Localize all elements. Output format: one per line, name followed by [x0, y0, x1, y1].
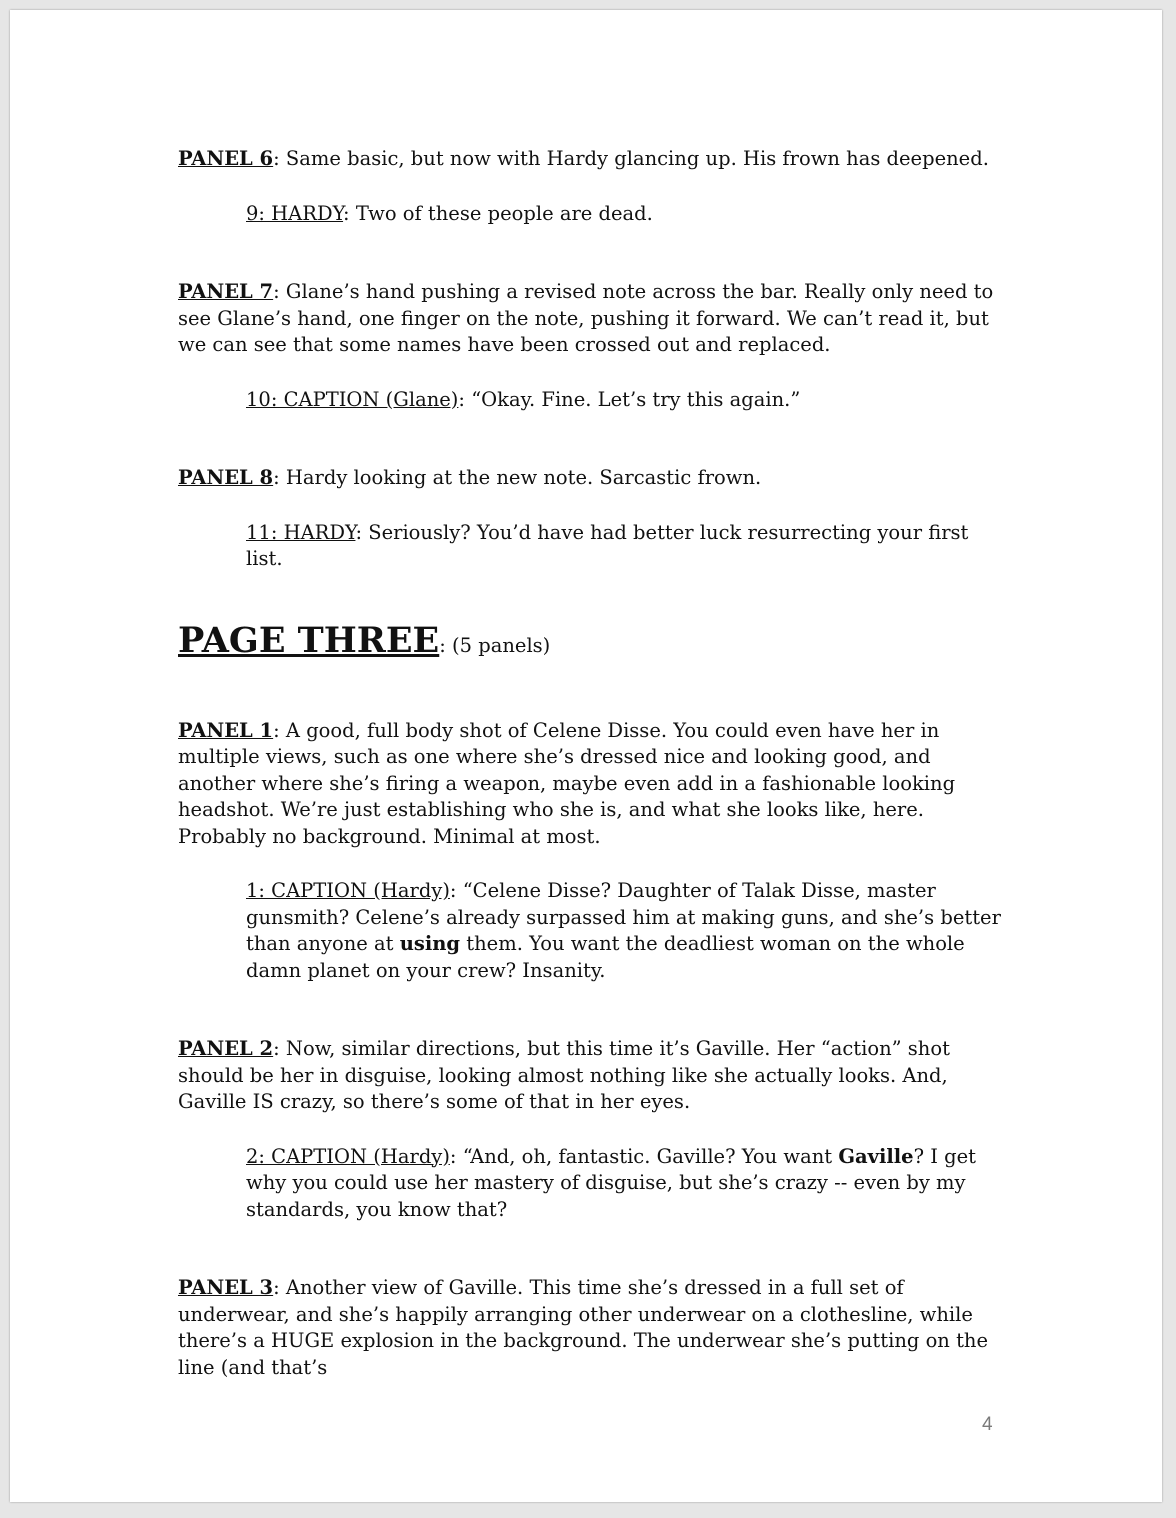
dialogue-text: : “And, oh, fantastic. Gaville? You want	[449, 1144, 839, 1168]
dialogue-text: ? I get why you could use her mastery of disguise, but she’s crazy -- even by my standards, you know that?	[246, 1144, 977, 1221]
dialogue-line	[246, 201, 1008, 228]
panel-text: : Glane’s hand pushing a revised note across the bar. Really only need to see Glane’s hand, one finger on the note, pushing it forward. We can’t read it, but we can see that some names have been crossed out and replaced.	[178, 280, 994, 356]
panel-description	[178, 279, 1008, 359]
panel-description	[178, 718, 1008, 851]
page-heading-title: PAGE THREE	[178, 619, 440, 661]
page-heading	[178, 619, 1008, 668]
panel-description	[178, 146, 1008, 173]
emphasized-word: Gaville	[838, 1144, 914, 1168]
dialogue-line	[246, 878, 1008, 984]
dialogue-label: 1: CAPTION (Hardy)	[246, 879, 450, 902]
panel-label: PANEL 1	[178, 718, 274, 742]
dialogue-text: : Two of these people are dead.	[343, 201, 653, 225]
dialogue-text: them. You want the deadliest woman on the whole damn planet on your crew? Insanity.	[246, 932, 965, 982]
panel-text: : Now, similar directions, but this time it’s Gaville. Her “action” shot should be her in disguise, looking almost nothing like she actually looks. And, Gaville IS crazy, so there’s some of that in her eyes.	[178, 1037, 950, 1113]
dialogue-label: 11: HARDY	[246, 520, 356, 544]
panel-description	[178, 465, 1008, 492]
panel-description	[178, 1036, 1008, 1116]
document-page	[10, 10, 1162, 1502]
panel-label: PANEL 2	[178, 1037, 274, 1060]
dialogue-text: : “Celene Disse? Daughter of Talak Disse, master gunsmith? Celene’s already surpassed him at making guns, and she’s better than anyone at	[246, 879, 1001, 955]
emphasized-word: using	[399, 932, 461, 955]
panel-label: PANEL 3	[178, 1276, 274, 1299]
dialogue-text: : “Okay. Fine. Let’s try this again.”	[458, 387, 801, 411]
panel-text: : Hardy looking at the new note. Sarcastic frown.	[273, 466, 762, 489]
panel-label: PANEL 6	[178, 147, 274, 170]
dialogue-line	[246, 520, 1008, 573]
panel-label: PANEL 8	[178, 466, 274, 489]
dialogue-line	[246, 1144, 1008, 1224]
page-heading-subtitle: : (5 panels)	[439, 633, 551, 657]
dialogue-line	[246, 387, 1008, 414]
dialogue-label: 2: CAPTION (Hardy)	[246, 1144, 450, 1168]
dialogue-text: : Seriously? You’d have had better luck resurrecting your first list.	[246, 520, 969, 570]
panel-description	[178, 1275, 1008, 1381]
dialogue-label: 10: CAPTION (Glane)	[246, 387, 459, 411]
script-body	[178, 146, 1008, 1381]
panel-text: : Another view of Gaville. This time she’s dressed in a full set of underwear, and she’s happily arranging other underwear on a clothesline, while there’s a HUGE explosion in the background. The underwear she’s putting on the line (and that’s	[178, 1276, 989, 1379]
page-number: 4	[982, 1414, 993, 1435]
panel-label: PANEL 7	[178, 280, 274, 303]
dialogue-label: 9: HARDY	[246, 201, 344, 225]
panel-text: : Same basic, but now with Hardy glancing up. His frown has deepened.	[273, 147, 989, 170]
panel-text: : A good, full body shot of Celene Disse. You could even have her in multiple views, such as one where she’s dressed nice and looking good, and another where she’s firing a weapon, maybe even add in a fashionable looking headshot. We’re just establishing who she is, and what she looks like, here. Probably no background. Minimal at most.	[178, 718, 956, 848]
